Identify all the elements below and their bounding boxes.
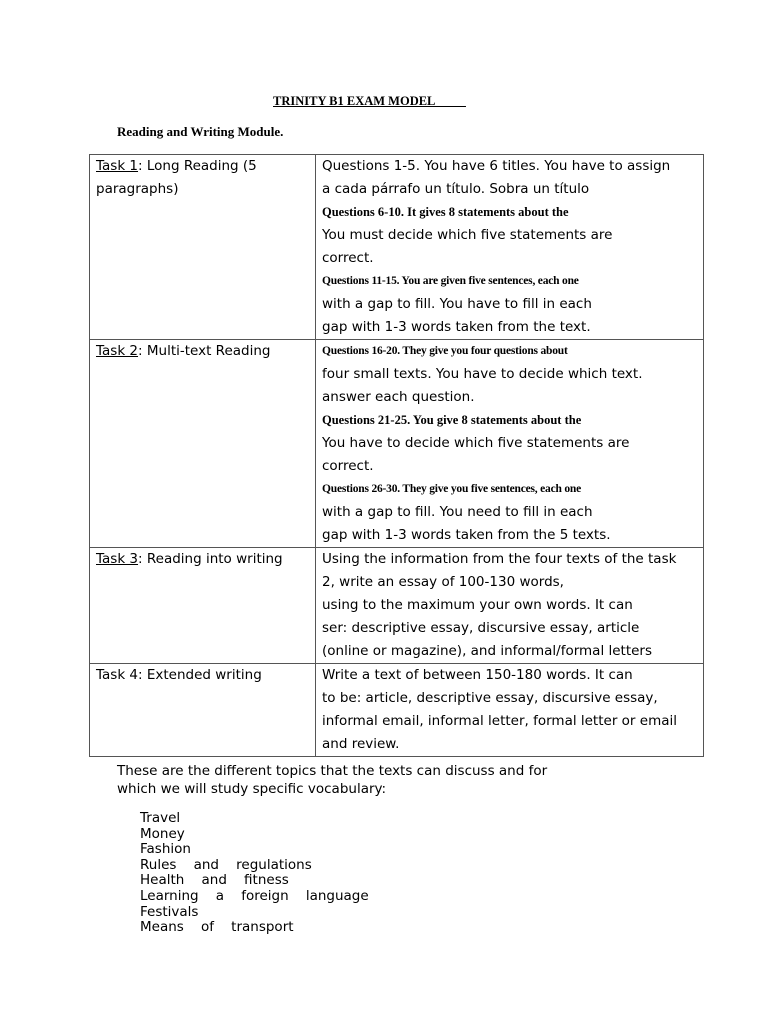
task-title: : Reading into writing — [138, 551, 283, 567]
description-line: ser: descriptive essay, discursive essay, article — [322, 620, 640, 636]
task-number: Task 2 — [96, 343, 139, 359]
description-line: Write a text of between 150-180 words. It can — [322, 667, 633, 683]
description-line: correct. — [322, 458, 374, 474]
description-line: to be: article, descriptive essay, discursive essay, — [322, 690, 658, 706]
topics-list — [140, 811, 369, 936]
task-name-cell — [90, 548, 316, 664]
description-line: informal email, informal letter, formal letter or email — [322, 713, 678, 729]
task-name-cell — [90, 340, 316, 548]
topic-item: Travel — [140, 810, 181, 826]
description-line: with a gap to fill. You need to fill in each — [322, 504, 593, 520]
description-line: Questions 16-20. They give you four questions about — [322, 345, 568, 357]
topic-item: Rules and regulations — [140, 856, 312, 873]
task-title-continued: paragraphs) — [96, 181, 179, 197]
task-description-cell — [316, 340, 704, 548]
description-line: Questions 26-30. They give you five sentences, each one — [322, 483, 582, 495]
document-title: TRINITY B1 EXAM MODEL — [273, 94, 466, 108]
topics-intro: These are the different topics that the texts can discuss and for which we will study specific vocabulary: — [117, 763, 548, 797]
task-number: Task 3 — [96, 551, 139, 567]
description-line: Questions 1-5. You have 6 titles. You have to assign — [322, 158, 671, 174]
topic-item: Learning a foreign language — [140, 887, 369, 904]
description-line: Questions 6-10. It gives 8 statements about the — [322, 205, 569, 219]
exam-structure-table — [89, 154, 704, 757]
description-line: and review. — [322, 736, 400, 752]
description-line: 2, write an essay of 100-130 words, — [322, 574, 564, 590]
task-description-cell — [316, 155, 704, 340]
task-title: : Long Reading (5 — [138, 158, 257, 174]
topic-item: Fashion — [140, 841, 191, 858]
task-number: Task 1 — [96, 158, 139, 174]
description-line: with a gap to fill. You have to fill in each — [322, 296, 592, 312]
task-title: : Multi-text Reading — [138, 343, 271, 359]
task-name-cell — [90, 155, 316, 340]
description-line: Using the information from the four texts of the task — [322, 551, 677, 567]
topic-item: Health and fitness — [140, 872, 289, 889]
description-line: four small texts. You have to decide which text. — [322, 366, 643, 382]
topic-item: Means of transport — [140, 919, 294, 936]
description-line: You have to decide which five statements are — [322, 435, 630, 451]
description-line: gap with 1-3 words taken from the 5 texts. — [322, 527, 611, 543]
topic-item: Money — [140, 825, 185, 842]
description-line: a cada párrafo un título. Sobra un título — [322, 181, 590, 197]
description-line: answer each question. — [322, 389, 475, 405]
task-name-cell — [90, 664, 316, 757]
task-title: Task 4: Extended writing — [96, 667, 262, 683]
description-line: Questions 11-15. You are given five sentences, each one — [322, 275, 579, 287]
description-line: using to the maximum your own words. It can — [322, 597, 633, 613]
task-description-cell — [316, 664, 704, 757]
description-line: gap with 1-3 words taken from the text. — [322, 319, 591, 335]
module-subtitle: Reading and Writing Module. — [117, 124, 284, 139]
task-row — [90, 664, 704, 757]
description-line: You must decide which five statements are — [322, 227, 613, 243]
task-row — [90, 155, 704, 340]
task-description-cell — [316, 548, 704, 664]
description-line: Questions 21-25. You give 8 statements about the — [322, 413, 582, 427]
description-line: correct. — [322, 250, 374, 266]
description-line: (online or magazine), and informal/formal letters — [322, 643, 653, 659]
task-row — [90, 340, 704, 548]
topic-item: Festivals — [140, 903, 199, 920]
task-row — [90, 548, 704, 664]
